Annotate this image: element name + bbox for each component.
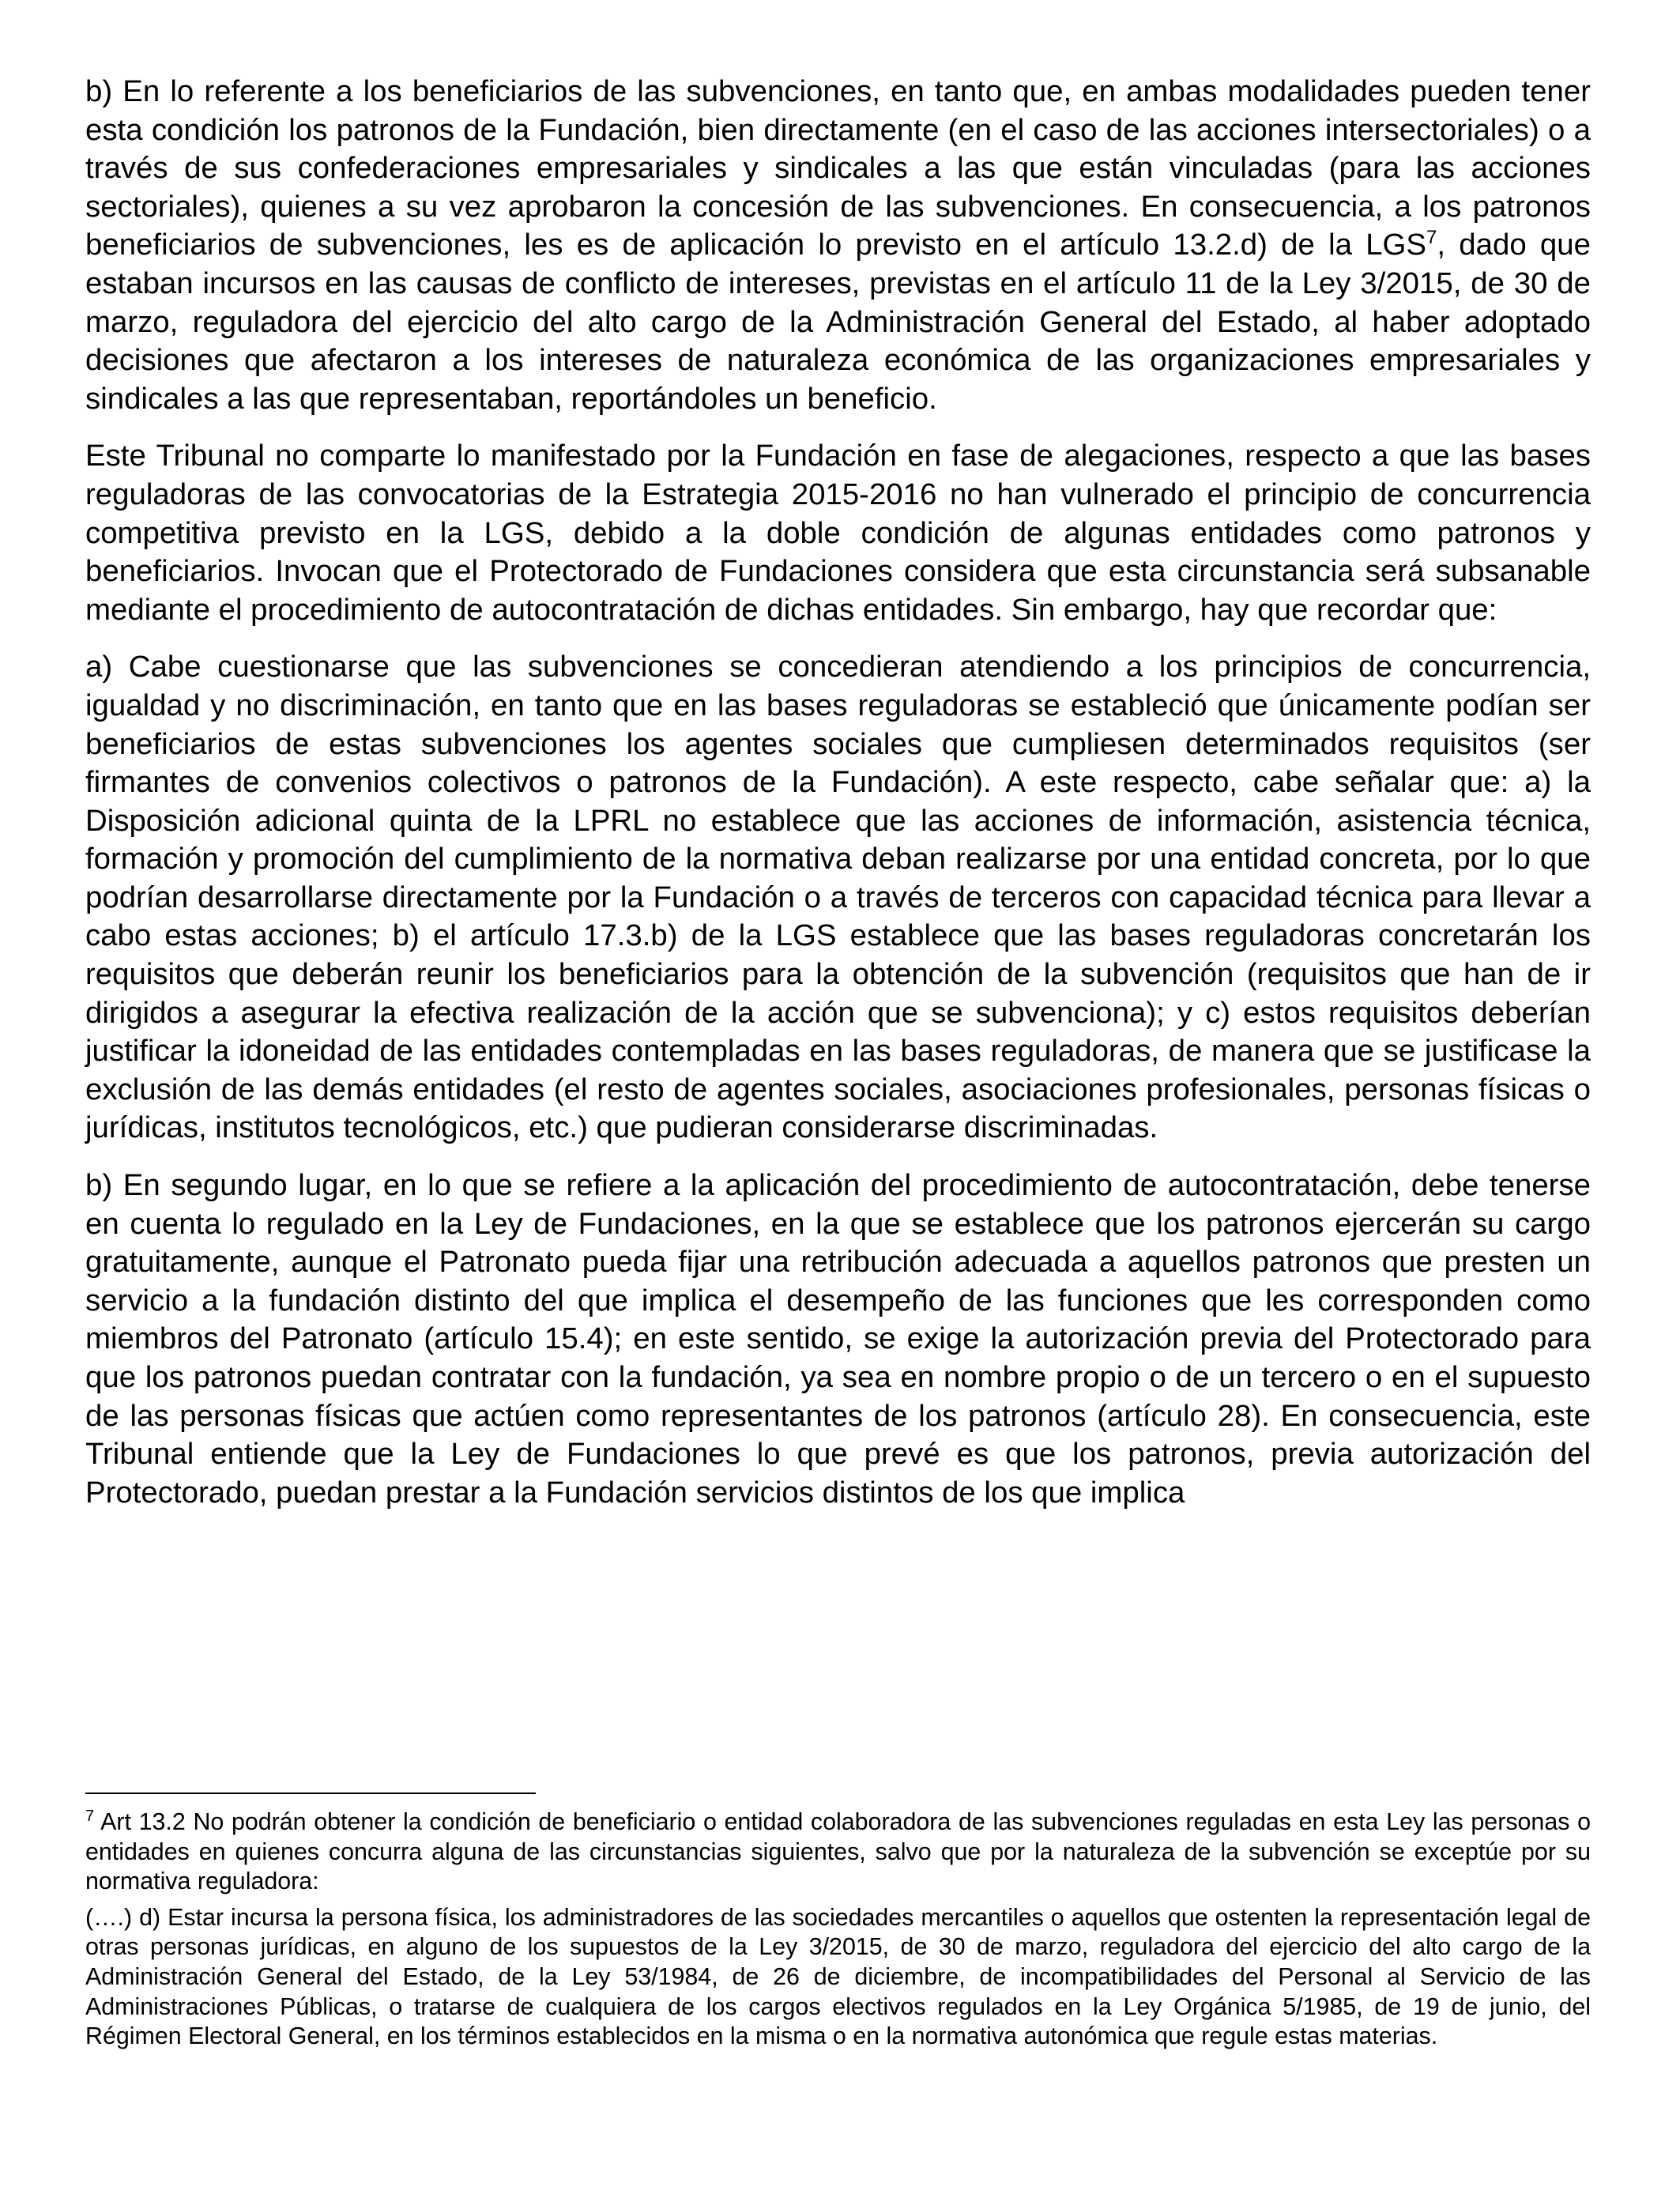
document-body — [85, 73, 1591, 1531]
paragraph-text: , dado que estaban incursos en las causas de conflicto de intereses, previstas en el artículo 11 de la Ley 3/2015, de 30 de marzo, reguladora del ejercicio del alto cargo de la Administración General del Estado, al haber adoptado decisiones que afectaron a los intereses de naturaleza económica de las organizaciones empresariales y sindicales a las que representaban, reportándoles un beneficio. — [85, 228, 1591, 416]
paragraph-text: b) En lo referente a los beneficiarios de las subvenciones, en tanto que, en ambas modalidades pueden tener esta condición los patronos de la Fundación, bien directamente (en el caso de las acciones intersectoriales) o a través de sus confederaciones empresariales y sindicales a las que están vinculadas (para las acciones sectoriales), quienes a su vez aprobaron la concesión de las subvenciones. En consecuencia, a los patronos beneficiarios de subvenciones, les es de aplicación lo previsto en el artículo 13.2.d) de la LGS — [85, 74, 1591, 262]
footnote-7 — [85, 1808, 1591, 1897]
paragraph-autocontratacion: b) En segundo lugar, en lo que se refiere a la aplicación del procedimiento de autocontratación, debe tenerse en cuenta lo regulado en la Ley de Fundaciones, en la que se establece que los patronos ejercerán su cargo gratuitamente, aunque el Patronato pueda fijar una retribución adecuada a aquellos patronos que presten un servicio a la fundación distinto del que implica el desempeño de las funciones que les corresponden como miembros del Patronato (artículo 15.4); en este sentido, se exige la autorización previa del Protectorado para que los patronos puedan contratar con la fundación, ya sea en nombre propio o de un tercero o en el supuesto de las personas físicas que actúen como representantes de los patronos (artículo 28). En consecuencia, este Tribunal entiende que la Ley de Fundaciones lo que prevé es que los patronos, previa autorización del Protectorado, puedan prestar a la Fundación servicios distintos de los que implica — [85, 1168, 1591, 1510]
footnote-separator — [85, 1793, 536, 1794]
paragraph-concurrencia: a) Cabe cuestionarse que las subvenciones se concedieran atendiendo a los principios de concurrencia, igualdad y no discriminación, en tanto que en las bases reguladoras se estableció que únicamente podían ser beneficiarios de estas subvenciones los agentes sociales que cumpliesen determinados requisitos (ser firmantes de convenios colectivos o patronos de la Fundación). A este respecto, cabe señalar que: a) la Disposición adicional quinta de la LPRL no establece que las acciones de información, asistencia técnica, formación y promoción del cumplimiento de la normativa deban realizarse por una entidad concreta, por lo que podrían desarrollarse directamente por la Fundación o a través de terceros con capacidad técnica para llevar a cabo estas acciones; b) el artículo 17.3.b) de la LGS establece que las bases reguladoras concretarán los requisitos que deberán reunir los beneficiarios para la obtención de la subvención (requisitos que han de ir dirigidos a asegurar la efectiva realización de la acción que se subvenciona); y c) estos requisitos deberían justificar la idoneidad de las entidades contempladas en las bases reguladoras, de manera que se justificase la exclusión de las demás entidades (el resto de agentes sociales, asociaciones profesionales, personas físicas o jurídicas, institutos tecnológicos, etc.) que pudieran considerarse discriminadas. — [85, 650, 1591, 1145]
footnote-number: 7 — [85, 1807, 95, 1825]
paragraph-tribunal: Este Tribunal no comparte lo manifestado por la Fundación en fase de alegaciones, respecto a que las bases reguladoras de las convocatorias de la Estrategia 2015-2016 no han vulnerado el principio de concurrencia competitiva previsto en la LGS, debido a la doble condición de algunas entidades como patronos y beneficiarios. Invocan que el Protectorado de Fundaciones considera que esta circunstancia será subsanable mediante el procedimiento de autocontratación de dichas entidades. Sin embargo, hay que recordar que: — [85, 439, 1591, 627]
footnote-reference[interactable]: 7 — [1426, 227, 1437, 249]
paragraph-beneficiarios — [85, 73, 1591, 418]
footnote-7-continuation: (….) d) Estar incursa la persona física, los administradores de las sociedades mercantiles o aquellos que ostenten la representación legal de otras personas jurídicas, en alguno de los supuestos de la Ley 3/2015, de 30 de marzo, reguladora del ejercicio del alto cargo de la Administración General del Estado, de la Ley 53/1984, de 26 de diciembre, de incompatibilidades del Personal al Servicio de las Administraciones Públicas, o tratarse de cualquiera de los cargos electivos regulados en la Ley Orgánica 5/1985, de 19 de junio, del Régimen Electoral General, en los términos establecidos en la misma o en la normativa autonómica que regule estas materias. — [85, 1903, 1591, 2050]
footnotes-section — [85, 1808, 1591, 2058]
footnote-text: Art 13.2 No podrán obtener la condición de beneficiario o entidad colaboradora de las subvenciones reguladas en esta Ley las personas o entidades en quienes concurra alguna de las circunstancias siguientes, salvo que por la naturaleza de la subvención se exceptúe por su normativa reguladora: — [85, 1808, 1591, 1895]
